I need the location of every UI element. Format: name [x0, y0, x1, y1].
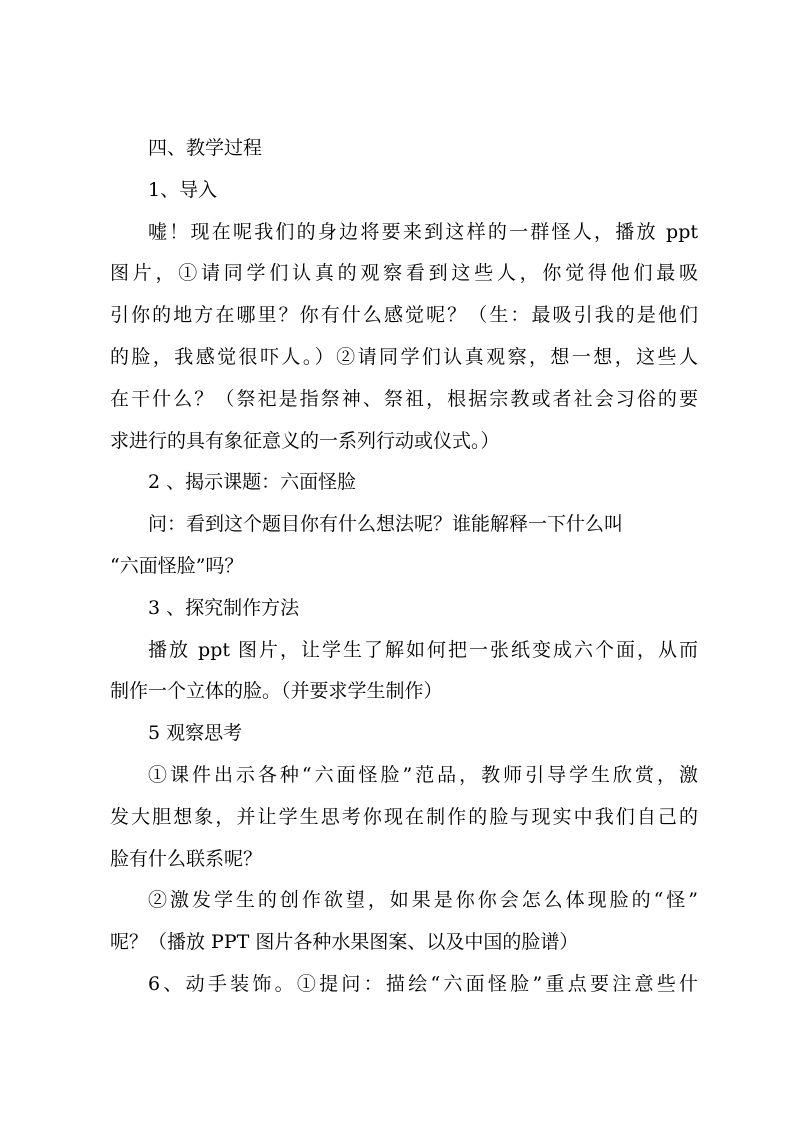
- text-line: [110, 212, 698, 254]
- line-text: 脸有什么联系呢？: [110, 847, 263, 870]
- text-line: [110, 630, 698, 672]
- line-text: 图片，①请同学们认真的观察看到这些人，你觉得他们最吸: [110, 262, 698, 285]
- text-line: [110, 671, 698, 713]
- line-text: 引你的地方在哪里？你有什么感觉呢？（生：最吸引我的是他们: [110, 304, 698, 327]
- text-line: [110, 253, 698, 295]
- line-text: 2 、揭示课题：六面怪脸: [148, 471, 357, 494]
- line-text: 四、教学过程: [148, 137, 263, 159]
- text-line: [110, 462, 698, 504]
- text-line: [110, 504, 698, 546]
- text-line: [110, 421, 698, 463]
- line-text: 3 、探究制作方法: [148, 596, 300, 619]
- line-text: “六面怪脸”吗？: [110, 554, 244, 577]
- text-line: [110, 797, 698, 839]
- line-text: ②激发学生的创作欲望，如果是你你会怎么体现脸的“怪”: [148, 889, 698, 912]
- text-line: [110, 379, 698, 421]
- text-line: [110, 546, 698, 588]
- line-text: 1、导入: [148, 178, 218, 201]
- line-text: ①课件出示各种“六面怪脸”范品，教师引导学生欣赏，激: [148, 763, 698, 786]
- line-text: 发大胆想象，并让学生思考你现在制作的脸与现实中我们自己的: [110, 805, 698, 828]
- document-body: [110, 128, 698, 1006]
- line-text: 5 观察思考: [148, 722, 243, 745]
- text-line: [110, 839, 698, 881]
- text-line: [110, 964, 698, 1006]
- text-line: [110, 128, 698, 170]
- text-line: [110, 588, 698, 630]
- text-line: [110, 922, 698, 964]
- text-line: [110, 170, 698, 212]
- line-text: 6、动手装饰。①提问：描绘“六面怪脸”重点要注意些什: [148, 972, 698, 995]
- line-text: 制作一个立体的脸。（并要求学生制作）: [110, 680, 443, 703]
- line-text: 求进行的具有象征意义的一系列行动或仪式。）: [110, 429, 500, 452]
- text-line: [110, 755, 698, 797]
- text-line: [110, 295, 698, 337]
- line-text: 呢？（播放 PPT 图片各种水果图案、以及中国的脸谱）: [110, 931, 579, 954]
- line-text: 嘘！现在呢我们的身边将要来到这样的一群怪人，播放 ppt: [148, 220, 698, 243]
- line-text: 播放 ppt 图片，让学生了解如何把一张纸变成六个面，从而: [148, 638, 698, 661]
- text-line: [110, 880, 698, 922]
- line-text: 的脸，我感觉很吓人。）②请同学们认真观察，想一想，这些人: [110, 345, 698, 368]
- line-text: 在干什么？（祭祀是指祭神、祭祖，根据宗教或者社会习俗的要: [110, 387, 698, 410]
- text-line: [110, 337, 698, 379]
- line-text: 问：看到这个题目你有什么想法呢？谁能解释一下什么叫: [148, 513, 624, 536]
- text-line: [110, 713, 698, 755]
